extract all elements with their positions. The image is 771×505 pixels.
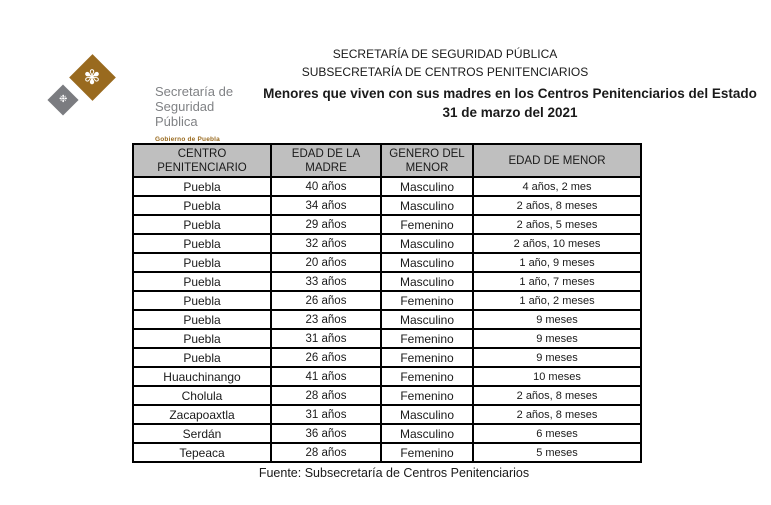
table-row [133, 253, 641, 272]
table-cell: 2 años, 8 meses [473, 386, 641, 405]
table-cell: 2 años, 5 meses [473, 215, 641, 234]
table-row [133, 386, 641, 405]
table-cell: Masculino [381, 405, 473, 424]
table-cell: 1 año, 9 meses [473, 253, 641, 272]
table-cell: Masculino [381, 253, 473, 272]
table-cell: 28 años [271, 386, 381, 405]
doc-title: Menores que viven con sus madres en los Centros Penitenciarios del Estado [263, 86, 757, 101]
table-header-row [133, 144, 641, 177]
table-cell: 29 años [271, 215, 381, 234]
table-cell: 26 años [271, 348, 381, 367]
logo-name-line1: Secretaría de [155, 84, 234, 99]
doc-header [251, 84, 769, 122]
table-cell: 2 años, 8 meses [473, 196, 641, 215]
talavera-bird-icon: ✾ [84, 66, 101, 89]
prison-minors-table [132, 143, 642, 463]
table-row [133, 310, 641, 329]
table-row [133, 215, 641, 234]
logo-text [155, 84, 260, 147]
table-row [133, 234, 641, 253]
table-cell: Masculino [381, 234, 473, 253]
table-row [133, 196, 641, 215]
table-cell: Puebla [133, 291, 271, 310]
table-row [133, 443, 641, 462]
logo-subtitle: Gobierno de Puebla [155, 136, 220, 143]
column-header: EDAD DE MENOR [473, 144, 641, 177]
crest-icon: ❉ [58, 93, 68, 105]
table-cell: 2 años, 8 meses [473, 405, 641, 424]
table-row [133, 405, 641, 424]
table-cell: Femenino [381, 291, 473, 310]
source-note: Fuente: Subsecretaría de Centros Penitenciarios [258, 466, 530, 480]
table-cell: Femenino [381, 367, 473, 386]
table-cell: 9 meses [473, 348, 641, 367]
table-cell: Femenino [381, 348, 473, 367]
table-cell: Puebla [133, 310, 271, 329]
table-cell: 1 año, 2 meses [473, 291, 641, 310]
table-cell: 41 años [271, 367, 381, 386]
table-cell: 28 años [271, 443, 381, 462]
table-row [133, 367, 641, 386]
table-cell: Zacapoaxtla [133, 405, 271, 424]
table-cell: 5 meses [473, 443, 641, 462]
table-cell: Tepeaca [133, 443, 271, 462]
table-row [133, 348, 641, 367]
table-cell: Puebla [133, 253, 271, 272]
table-cell: Puebla [133, 215, 271, 234]
table-cell: Puebla [133, 272, 271, 291]
table-row [133, 329, 641, 348]
table-cell: 40 años [271, 177, 381, 196]
table-cell: Puebla [133, 329, 271, 348]
table-cell: Femenino [381, 215, 473, 234]
table-cell: Masculino [381, 177, 473, 196]
table-cell: 33 años [271, 272, 381, 291]
doc-date: 31 de marzo del 2021 [442, 105, 578, 120]
table-row [133, 424, 641, 443]
org-subtitle: SUBSECRETARÍA DE CENTROS PENITENCIARIOS [301, 65, 589, 79]
table-cell: 32 años [271, 234, 381, 253]
table-cell: 4 años, 2 mes [473, 177, 641, 196]
org-header [120, 45, 770, 81]
table-cell: 31 años [271, 329, 381, 348]
table-row [133, 291, 641, 310]
table-cell: 31 años [271, 405, 381, 424]
table-cell: 1 año, 7 meses [473, 272, 641, 291]
table-cell: 34 años [271, 196, 381, 215]
table-cell: Masculino [381, 310, 473, 329]
table-cell: Serdán [133, 424, 271, 443]
column-header: EDAD DE LA MADRE [271, 144, 381, 177]
table-cell: 20 años [271, 253, 381, 272]
table-cell: Femenino [381, 329, 473, 348]
table-cell: 23 años [271, 310, 381, 329]
table-cell: Puebla [133, 234, 271, 253]
table-cell: Puebla [133, 177, 271, 196]
table-cell: Huauchinango [133, 367, 271, 386]
column-header: CENTRO PENITENCIARIO [133, 144, 271, 177]
column-header: GENERO DEL MENOR [381, 144, 473, 177]
table-cell: 6 meses [473, 424, 641, 443]
table-cell: Cholula [133, 386, 271, 405]
table-cell: Femenino [381, 386, 473, 405]
table-row [133, 272, 641, 291]
table-cell: Femenino [381, 443, 473, 462]
table-cell: Masculino [381, 196, 473, 215]
logo-name-line2: Seguridad Pública [155, 99, 215, 129]
logo-diamond-gray [47, 84, 78, 115]
table-row [133, 177, 641, 196]
table-cell: 9 meses [473, 329, 641, 348]
table-cell: 10 meses [473, 367, 641, 386]
table-cell: Masculino [381, 272, 473, 291]
table-cell: 26 años [271, 291, 381, 310]
org-title: SECRETARÍA DE SEGURIDAD PÚBLICA [332, 47, 558, 61]
table-cell: 36 años [271, 424, 381, 443]
table-cell: 2 años, 10 meses [473, 234, 641, 253]
table-cell: Masculino [381, 424, 473, 443]
table-cell: Puebla [133, 196, 271, 215]
logo-diamond-brown [69, 54, 116, 101]
table-cell: 9 meses [473, 310, 641, 329]
table-cell: Puebla [133, 348, 271, 367]
